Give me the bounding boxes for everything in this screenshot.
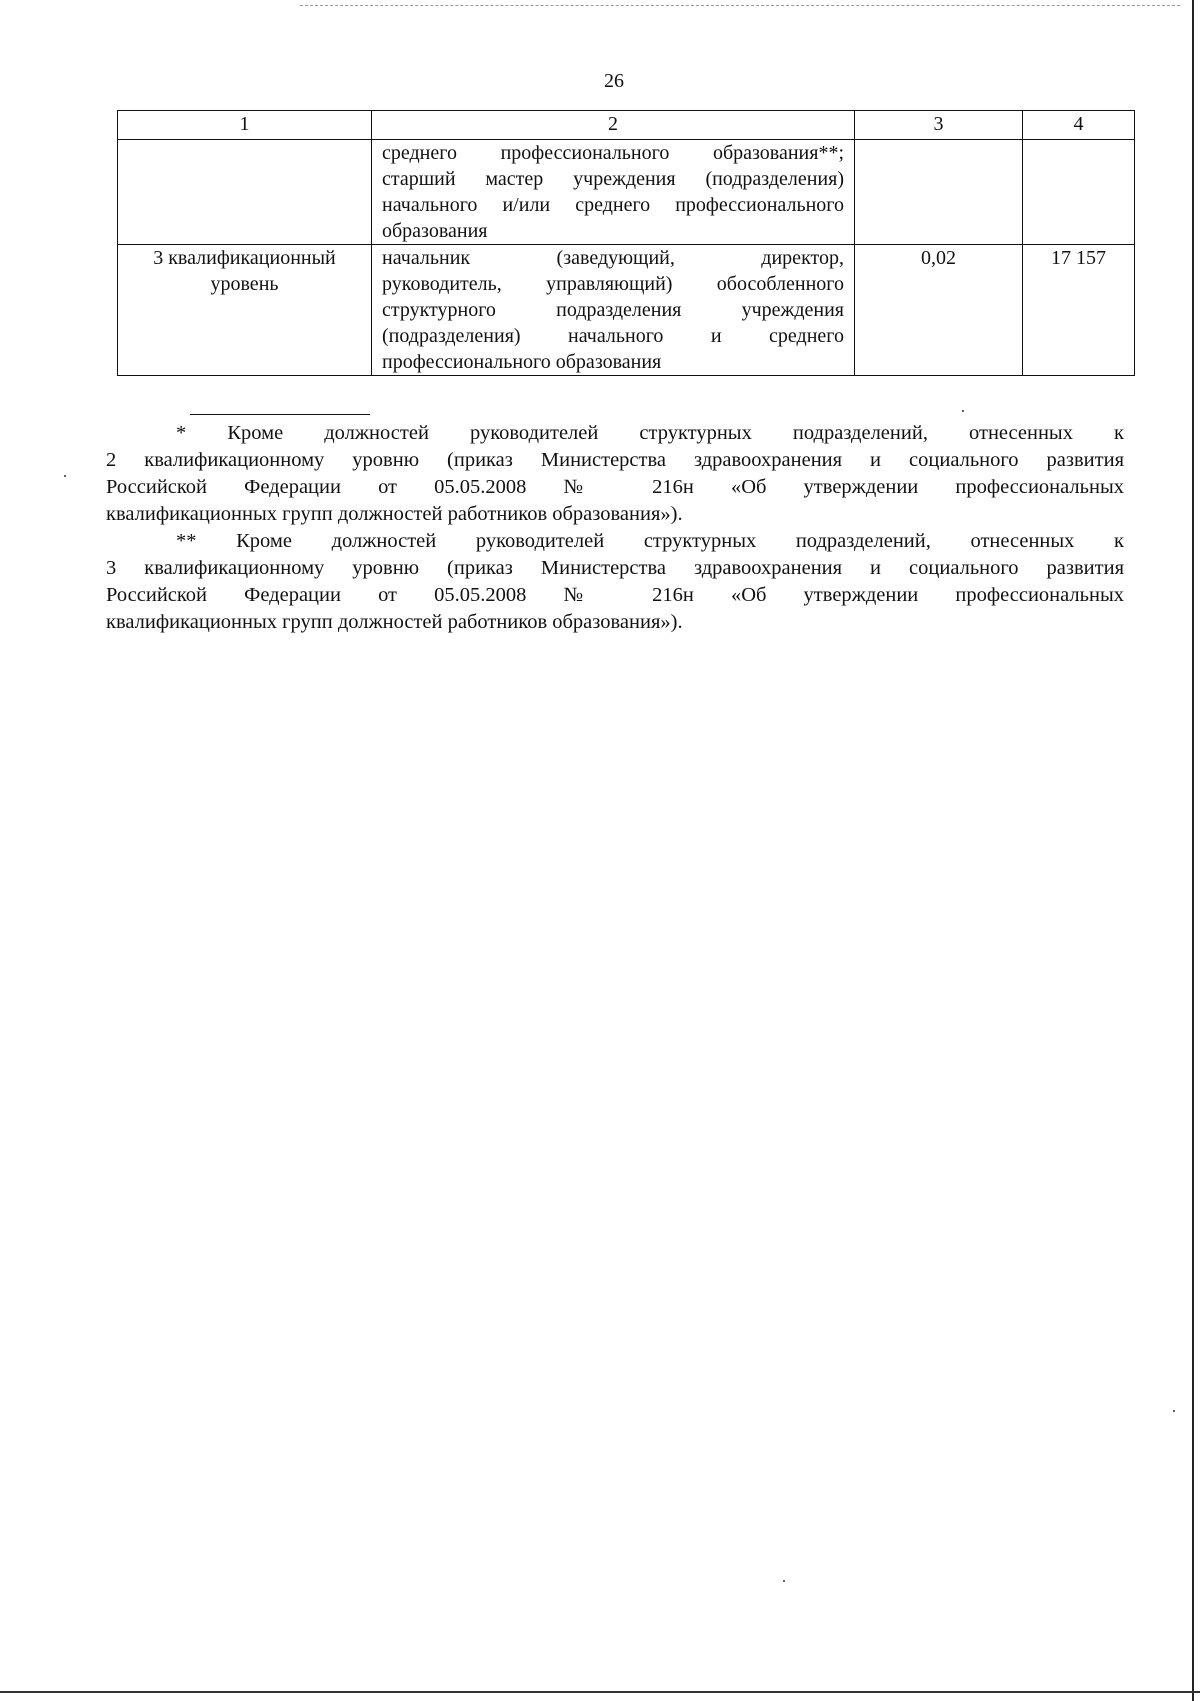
position-line: структурного подразделения учреждения (382, 299, 844, 321)
footnote-2 (106, 528, 1124, 636)
header-cell: 4 (1023, 111, 1135, 140)
table-row (118, 140, 1135, 245)
table-header-row (118, 111, 1135, 140)
page-number: 26 (604, 70, 624, 92)
position-line: старший мастер учреждения (подразделения) (382, 168, 844, 190)
coefficient-cell: 0,02 (855, 245, 1023, 376)
qualification-level-cell (118, 140, 372, 245)
qualification-level-cell: 3 квалификационный уровень (118, 245, 372, 376)
table-row (118, 245, 1135, 376)
footnote-1 (106, 420, 1124, 528)
header-cell: 2 (372, 111, 855, 140)
footnote-line: 2 квалификационному уровню (приказ Министерства здравоохранения и социального развития (106, 449, 1124, 471)
position-line: начальник (заведующий, директор, (382, 247, 844, 269)
scan-speck (783, 1580, 785, 1582)
scan-edge-top (300, 5, 1180, 6)
position-line: руководитель, управляющий) обособленного (382, 273, 844, 295)
coefficient-cell (855, 140, 1023, 245)
scan-speck (962, 410, 964, 412)
footnote-line: квалификационных групп должностей работников образования»). (106, 611, 683, 633)
position-line: образования (382, 220, 488, 242)
salary-cell: 17 157 (1023, 245, 1135, 376)
scan-speck (64, 475, 66, 477)
footnote-line: 3 квалификационному уровню (приказ Министерства здравоохранения и социального развития (106, 557, 1124, 579)
footnotes (106, 420, 1124, 636)
salary-cell (1023, 140, 1135, 245)
scan-speck (1173, 1410, 1175, 1412)
footnote-line: квалификационных групп должностей работников образования»). (106, 503, 683, 525)
position-cell (372, 245, 855, 376)
position-line: начального и/или среднего профессионального (382, 194, 844, 216)
scan-edge-right (1192, 0, 1194, 1701)
footnote-line: ** Кроме должностей руководителей структурных подразделений, отнесенных к (176, 530, 1124, 552)
position-cell (372, 140, 855, 245)
position-line: среднего профессионального образования**; (382, 142, 844, 164)
footnote-separator (190, 414, 370, 415)
position-line: профессионального образования (382, 351, 662, 373)
scan-edge-bottom (0, 1691, 1200, 1693)
header-cell: 1 (118, 111, 372, 140)
header-cell: 3 (855, 111, 1023, 140)
position-line: (подразделения) начального и среднего (382, 325, 844, 347)
footnote-line: * Кроме должностей руководителей структурных подразделений, отнесенных к (176, 422, 1124, 444)
footnote-line: Российской Федерации от 05.05.2008 № 216н «Об утверждении профессиональных (106, 584, 1124, 606)
footnote-line: Российской Федерации от 05.05.2008 № 216н «Об утверждении профессиональных (106, 476, 1124, 498)
salary-table (117, 110, 1135, 376)
